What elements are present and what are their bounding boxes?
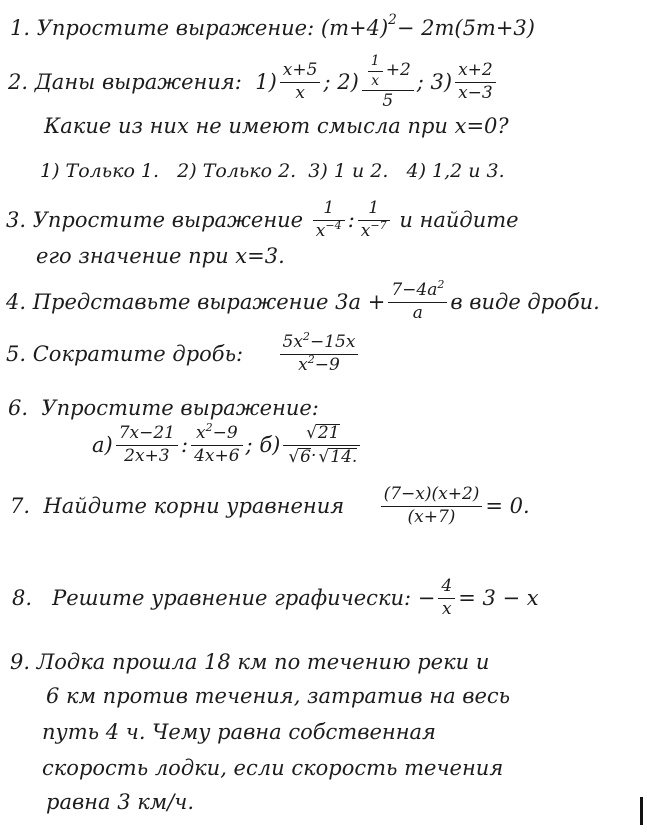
item-9-line-3 <box>42 722 436 743</box>
item-text: и найдите <box>399 207 519 232</box>
option-label: 3) <box>430 70 453 95</box>
term: −9 <box>212 423 238 443</box>
item-8 <box>12 578 539 619</box>
fraction <box>438 578 455 619</box>
item-2 <box>8 54 499 111</box>
math-exponent: 2 <box>205 421 213 435</box>
option-label: 2) <box>337 70 359 95</box>
item-5 <box>6 330 361 375</box>
item-text: Сократите дробь: <box>32 341 244 366</box>
fraction-numerator <box>301 424 342 443</box>
math-exponent: 2 <box>388 12 397 29</box>
fraction-numerator: 1 <box>370 53 380 69</box>
fraction-numerator <box>280 330 359 352</box>
item-6-parts <box>92 421 363 467</box>
fraction <box>455 62 496 103</box>
separator: ; <box>245 432 253 457</box>
item-4 <box>6 278 600 323</box>
item-text: путь 4 ч. Чему равна собственная <box>42 720 436 744</box>
fraction <box>388 278 447 323</box>
math-expression: 3a + <box>335 289 386 314</box>
math-exponent: 2 <box>437 278 445 292</box>
fraction-numerator: 1 <box>368 198 380 218</box>
item-text: Упростите выражение: <box>41 396 319 420</box>
base: x <box>195 423 206 443</box>
fraction-numerator: x+2 <box>458 60 493 81</box>
math-exponent: 2 <box>307 352 315 366</box>
item-number: 8. <box>12 585 33 610</box>
math-exponent: −4 <box>325 218 342 232</box>
math-expression: − 2m(5m+3) <box>396 16 535 40</box>
item-text: равна 3 км/ч. <box>46 790 195 814</box>
item-number: 3. <box>6 207 27 232</box>
term: x <box>298 354 308 375</box>
item-9-line-4 <box>42 758 503 779</box>
item-text: Представьте выражение <box>32 289 329 314</box>
separator: ; <box>416 70 424 95</box>
fraction-denominator <box>358 218 390 241</box>
math-exponent: −7 <box>370 218 387 232</box>
fraction-bar <box>368 71 383 72</box>
fraction <box>283 424 360 467</box>
fraction-denominator: 5 <box>382 91 394 112</box>
item-2-question <box>44 116 509 137</box>
operator: : <box>347 207 355 232</box>
square-root: √ 21 <box>304 424 339 443</box>
term: 5x <box>282 332 303 352</box>
fraction <box>362 54 414 111</box>
equation-rhs: = 0. <box>485 493 530 518</box>
fraction-numerator <box>388 278 447 300</box>
item-text: Даны выражения: <box>34 70 242 95</box>
fraction-numerator: x+5 <box>282 60 318 81</box>
item-7 <box>10 486 530 527</box>
item-text: его значение при x=3. <box>36 244 285 268</box>
item-text: скорость лодки, если скорость течения <box>42 756 504 780</box>
square-root: √ 6 <box>286 448 311 467</box>
fraction-denominator: x−3 <box>458 83 493 104</box>
item-6 <box>8 398 319 419</box>
fraction-denominator: x <box>295 83 305 104</box>
fraction-denominator: 2x+3 <box>124 445 170 466</box>
math-expression: (m+4) <box>320 16 389 40</box>
fraction-numerator: 7x−21 <box>118 423 175 443</box>
item-number: 9. <box>10 650 31 674</box>
question-text: Какие из них не имеют смысла при x=0? <box>44 114 509 138</box>
item-2-answers <box>40 162 505 181</box>
fraction-denominator: x <box>442 598 452 619</box>
item-3 <box>6 200 519 241</box>
math-sign: − <box>417 585 436 610</box>
item-9-line-2 <box>46 686 510 707</box>
fraction-denominator <box>313 218 345 241</box>
item-number: 7. <box>10 493 31 518</box>
fraction <box>358 200 390 241</box>
fraction-numerator <box>362 54 414 88</box>
item-text: Упростите выражение <box>32 207 304 232</box>
term: −9 <box>314 354 340 375</box>
fraction-denominator: 4x+6 <box>194 445 240 466</box>
fraction-denominator: x <box>371 72 380 89</box>
fraction-denominator: (x+7) <box>407 506 456 527</box>
item-9 <box>10 652 489 673</box>
square-root: √ 14. <box>316 448 357 467</box>
answer-options: 1) Только 1. 2) Только 2. 3) 1 и 2. 4) 1,2 и 3. <box>40 160 505 182</box>
part-label: б) <box>259 432 281 457</box>
item-text: в виде дроби. <box>450 289 600 314</box>
base: x <box>360 220 371 241</box>
item-number: 6. <box>8 396 29 420</box>
fraction-bar <box>283 445 360 446</box>
item-number: 4. <box>6 289 27 314</box>
base: 7−4a <box>391 280 438 300</box>
fraction <box>313 200 345 241</box>
inner-fraction <box>368 54 383 88</box>
item-number: 1. <box>10 16 31 40</box>
term: −15x <box>309 332 356 352</box>
item-text: Лодка прошла 18 км по течению реки и <box>36 650 490 674</box>
item-text: 6 км против течения, затратив на весь <box>46 684 511 708</box>
fraction-denominator <box>295 352 343 375</box>
item-1 <box>10 12 535 40</box>
operator: · <box>311 446 317 467</box>
separator: ; <box>323 70 331 95</box>
operator: : <box>181 432 189 457</box>
fraction <box>381 486 483 527</box>
equation-rhs: = 3 − x <box>458 585 539 610</box>
item-number: 2. <box>8 70 29 95</box>
fraction <box>280 330 359 375</box>
fraction-numerator: (7−x)(x+2) <box>383 484 480 504</box>
fraction <box>116 425 178 466</box>
math-exponent: 2 <box>302 330 310 344</box>
item-9-line-5 <box>46 792 194 813</box>
part-label: а) <box>92 432 113 457</box>
base: x <box>315 220 326 241</box>
fraction-numerator: 4 <box>441 576 453 596</box>
fraction <box>280 62 321 103</box>
item-text: Решите уравнение графически: <box>52 585 412 610</box>
fraction-denominator: a <box>412 302 423 323</box>
item-text: Упростите выражение: <box>36 16 315 40</box>
item-3-line-2 <box>36 246 285 267</box>
option-label: 1) <box>255 70 277 95</box>
fraction-numerator: 1 <box>323 198 335 218</box>
fraction-denominator <box>283 448 360 467</box>
item-number: 5. <box>6 341 27 366</box>
fraction-numerator <box>193 421 241 443</box>
page-edge-mark <box>640 797 643 825</box>
numerator-tail: +2 <box>385 60 411 81</box>
item-text: Найдите корни уравнения <box>43 493 345 518</box>
fraction <box>191 421 242 466</box>
